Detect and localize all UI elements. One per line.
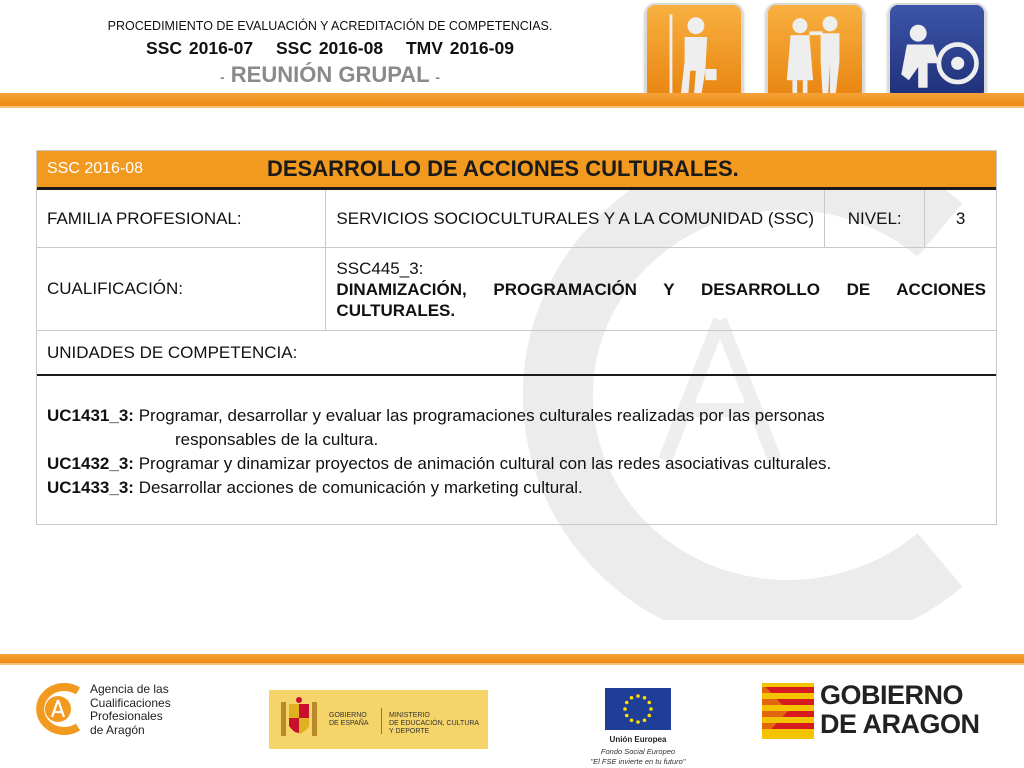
level-label: NIVEL: (825, 190, 925, 247)
unit-text: Desarrollar acciones de comunicación y marketing cultural. (138, 478, 583, 497)
table-title-row (37, 151, 996, 190)
unit-text: Programar y dinamizar proyectos de animación cultural con las redes asociativas culturales. (138, 454, 832, 473)
aragon-flag-icon (762, 683, 814, 739)
header-bar-thin (0, 106, 1024, 108)
spain-gov-text (329, 712, 369, 728)
unit-item (47, 404, 986, 452)
spain-gov-line: DE ESPAÑA (329, 720, 369, 727)
ministry-line: MINISTERIO (389, 712, 430, 719)
mechanic-icon (888, 3, 986, 101)
unit-code: UC1431_3: (47, 406, 134, 425)
code-ssc-2016-07: SSC 2016-07 (146, 38, 254, 58)
procedure-codes (70, 38, 590, 59)
acpa-logo-icon (30, 683, 86, 735)
dash-right: - (435, 69, 440, 85)
qualification-value (326, 248, 996, 330)
eu-motto: "El FSE invierte en tu futuro" (590, 757, 686, 766)
meeting-heading (70, 62, 590, 88)
ministry-line: DE EDUCACIÓN, CULTURA (389, 720, 480, 727)
unit-code: UC1433_3: (47, 478, 134, 497)
spain-gov-line: GOBIERNO (329, 712, 367, 719)
acpa-line: de Aragón (90, 722, 145, 737)
eu-star (647, 701, 651, 705)
eu-star (630, 718, 634, 722)
eu-fund: Fondo Social Europeo (600, 747, 676, 756)
eu-star (636, 694, 640, 698)
meeting-title: REUNIÓN GRUPAL (230, 62, 430, 87)
qualification-table (36, 150, 997, 525)
family-label: FAMILIA PROFESIONAL: (37, 190, 326, 247)
unit-text: Programar, desarrollar y evaluar las programaciones culturales realizadas por las personas (138, 406, 825, 425)
footer-bar (0, 654, 1024, 663)
eu-star (643, 696, 647, 700)
qualification-label: CUALIFICACIÓN: (37, 248, 326, 330)
eu-star (649, 707, 653, 711)
family-row (37, 190, 996, 248)
eu-logo (590, 688, 706, 768)
acpa-logo (30, 683, 190, 738)
aragon-logo (762, 681, 1002, 741)
unit-text-cont: responsables de la cultura. (175, 430, 379, 449)
units-header-row (37, 331, 996, 376)
header-bar (0, 93, 1024, 106)
footer-bar-thin (0, 663, 1024, 665)
units-list (37, 376, 996, 500)
units-label: UNIDADES DE COMPETENCIA: (47, 342, 298, 362)
eu-star (647, 714, 651, 718)
acpa-line: Agencia de las (90, 682, 169, 696)
qualification-title: DESARROLLO DE ACCIONES CULTURALES. (267, 156, 739, 181)
qualification-value-name: DINAMIZACIÓN, PROGRAMACIÓN Y DESARROLLO DE ACCIONES CULTURALES. (336, 279, 986, 320)
code-tmv-2016-09: TMV 2016-09 (405, 38, 514, 58)
unit-item (47, 476, 986, 500)
qualification-value-code: SSC445_3: (336, 258, 424, 278)
aragon-line: DE ARAGON (820, 709, 980, 739)
unit-code: UC1432_3: (47, 454, 134, 473)
eu-title: Unión Europea (609, 735, 667, 744)
ministry-text (389, 712, 479, 736)
code-ssc-2016-08: SSC 2016-08 (275, 38, 384, 58)
eu-star (630, 696, 634, 700)
eu-flag-icon (605, 688, 671, 730)
eu-star (623, 707, 627, 711)
units-row (37, 376, 996, 524)
teachers-icon (766, 3, 864, 101)
aragon-text (820, 681, 980, 739)
eu-star (625, 714, 629, 718)
unit-item (47, 452, 986, 476)
family-value: SERVICIOS SOCIOCULTURALES Y A LA COMUNIDAD (SSC) (326, 190, 825, 247)
acpa-name (90, 683, 171, 737)
dash-left: - (219, 69, 225, 85)
spain-ministry-logo (269, 690, 488, 749)
eu-star (625, 701, 629, 705)
qualification-row (37, 248, 996, 331)
level-value: 3 (955, 208, 966, 228)
qualification-code: SSC 2016-08 (47, 160, 144, 177)
acpa-line: Cualificaciones (90, 695, 171, 710)
worker-icon (645, 3, 743, 101)
spain-logo-divider (381, 708, 382, 734)
aragon-line: GOBIERNO (820, 680, 964, 710)
eu-star (636, 720, 640, 724)
procedure-title: PROCEDIMIENTO DE EVALUACIÓN Y ACREDITACIÓN DE COMPETENCIAS. (107, 19, 553, 33)
spain-shield-icon (279, 696, 319, 742)
ministry-line: Y DEPORTE (389, 728, 430, 735)
acpa-line: Profesionales (90, 709, 163, 723)
eu-star (643, 718, 647, 722)
